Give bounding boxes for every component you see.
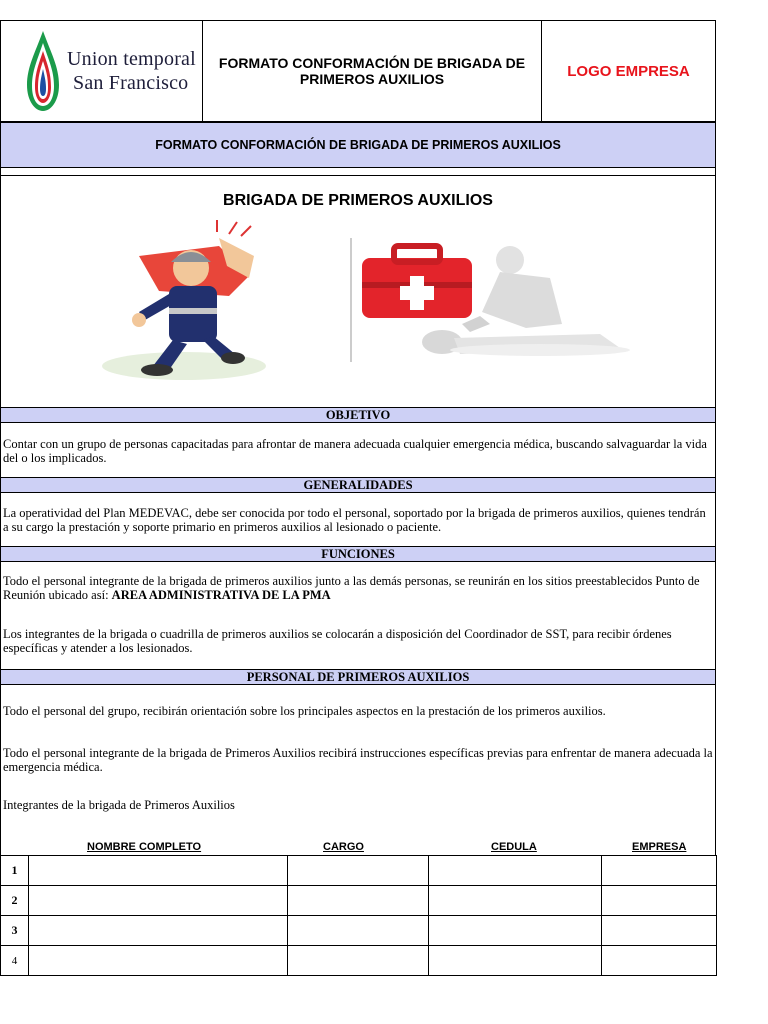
- funciones-text-2: Los integrantes de la brigada o cuadrilla de primeros auxilios se colocarán a disposición del Coordinador de SST, para recibir órdenes específicas y atender a los lesionados.: [3, 627, 672, 655]
- cargo-cell[interactable]: [288, 856, 429, 886]
- table-row: [1, 886, 717, 916]
- logo-text: Union temporal San Francisco: [67, 48, 196, 94]
- column-header-nombre: NOMBRE COMPLETO: [87, 841, 202, 853]
- cedula-cell[interactable]: [429, 916, 602, 946]
- meeting-point: AREA ADMINISTRATIVA DE LA PMA: [111, 588, 331, 602]
- form-subtitle-band: FORMATO CONFORMACIÓN DE BRIGADA DE PRIMEROS AUXILIOS: [0, 122, 716, 168]
- column-header-cargo: CARGO: [323, 841, 364, 853]
- generalidades-text: La operatividad del Plan MEDEVAC, debe ser conocida por todo el personal, soportado por la brigada de primeros auxilios, quienes tendrán a su cargo la prestación y soporte primario en primeros auxilios al lesionado o paciente.: [3, 506, 706, 534]
- row-number: 4: [1, 946, 29, 976]
- nombre-cell[interactable]: [29, 886, 288, 916]
- cedula-cell[interactable]: [429, 886, 602, 916]
- personal-text-3: Integrantes de la brigada de Primeros Auxilios: [3, 798, 235, 812]
- form-sheet: [0, 20, 716, 976]
- funciones-text-1: Todo el personal integrante de la brigada de primeros auxilios junto a las demás personas, se reunirán en los sitios preestablecidos Punto de Reunión ubicado así: AREA ADMINISTRATIVA DE LA PMA: [3, 574, 700, 602]
- brigada-title: BRIGADA DE PRIMEROS AUXILIOS: [223, 192, 493, 209]
- section-body-personal: [0, 685, 716, 835]
- column-header-empresa: EMPRESA: [632, 841, 687, 853]
- column-header-cedula: CEDULA: [491, 841, 537, 853]
- brigadista-carrying-person-image: [99, 216, 269, 386]
- cargo-cell[interactable]: [288, 916, 429, 946]
- form-header: [0, 20, 716, 122]
- empresa-cell[interactable]: [602, 856, 717, 886]
- table-row: [1, 946, 717, 976]
- section-heading-generalidades: GENERALIDADES: [0, 477, 716, 493]
- personal-text-1: Todo el personal del grupo, recibirán orientación sobre los principales aspectos en la prestación de los primeros auxilios.: [3, 704, 606, 718]
- row-number: 1: [1, 856, 29, 886]
- objetivo-text: Contar con un grupo de personas capacitadas para afrontar de manera adecuada cualquier emergencia médica, buscando salvaguardar la vida del o los implicados.: [3, 437, 707, 465]
- section-heading-objetivo: OBJETIVO: [0, 407, 716, 423]
- section-body-funciones: [0, 562, 716, 669]
- nombre-cell[interactable]: [29, 856, 288, 886]
- nombre-cell[interactable]: [29, 946, 288, 976]
- cedula-cell[interactable]: [429, 946, 602, 976]
- form-title: FORMATO CONFORMACIÓN DE BRIGADA DE PRIMEROS AUXILIOS: [203, 21, 542, 121]
- members-table-headers: [0, 835, 716, 855]
- first-aid-kit-cpr-image: [350, 238, 632, 362]
- personal-text-2: Todo el personal integrante de la brigada de Primeros Auxilios recibirá instrucciones específicas previas para enfrentar de manera adecuada la emergencia médica.: [3, 746, 713, 774]
- empresa-cell[interactable]: [602, 886, 717, 916]
- company-logo-placeholder: LOGO EMPRESA: [567, 62, 690, 80]
- brigada-section: [0, 176, 716, 407]
- section-body-generalidades: [0, 493, 716, 546]
- cedula-cell[interactable]: [429, 856, 602, 886]
- row-number: 2: [1, 886, 29, 916]
- table-row: [1, 856, 717, 886]
- members-table: [0, 855, 717, 976]
- drop-logo-icon: [25, 29, 61, 113]
- nombre-cell[interactable]: [29, 916, 288, 946]
- row-number: 3: [1, 916, 29, 946]
- cargo-cell[interactable]: [288, 886, 429, 916]
- empresa-cell[interactable]: [602, 946, 717, 976]
- cargo-cell[interactable]: [288, 946, 429, 976]
- section-heading-personal: PERSONAL DE PRIMEROS AUXILIOS: [0, 669, 716, 685]
- section-heading-funciones: FUNCIONES: [0, 546, 716, 562]
- empresa-cell[interactable]: [602, 916, 717, 946]
- spacer-row: [0, 168, 716, 176]
- table-row: [1, 916, 717, 946]
- union-temporal-logo: [1, 21, 203, 121]
- section-body-objetivo: [0, 423, 716, 477]
